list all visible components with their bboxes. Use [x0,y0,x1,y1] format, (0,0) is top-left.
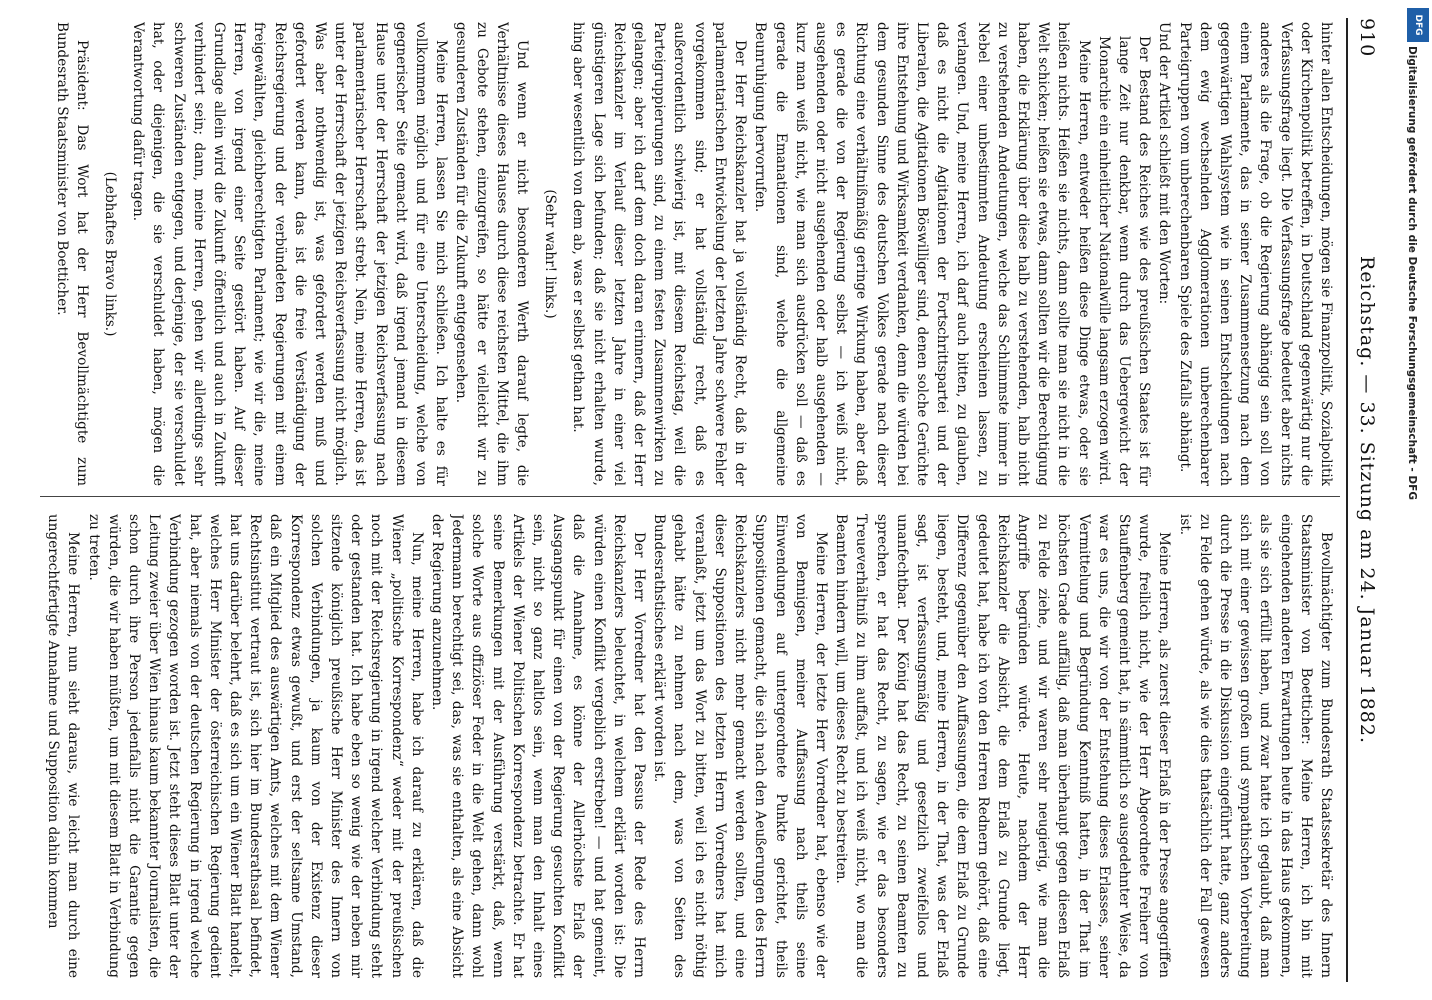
paragraph: Der Bestand des Reiches wie des preußischen Staates ist für lange Zeit nur denkbar, wenn durch das Uebergewicht der Monarchie ein einheitlicher Nationalwille langsam erzogen wird. [1095,36,1153,486]
paragraph: Präsident: Das Wort hat der Herr Bevollmächtigte zum Bundesrath Staatsminister von Boetticher. [53,22,90,486]
page-header [1344,18,1384,982]
paragraph: Meine Herren, als zuerst dieser Erlaß in der Presse angegriffen wurde, freilich nicht, wie der Herr Abgeordnete Freiherr von Stauffenberg gemeint hat, in sämmtlich so ausgedehnter Weise, da war es uns, die wir von der Entstehung dieses Erlasses, seiner Vermittelung und Begründung Kenntniß hatten, in der That im höchsten Grade auffällig, daß man überhaupt gegen diesen Erlaß zu Felde ziehe, und wir waren sehr neugierig, wie man die Angriffe begründen würde. Heute, nachdem der Herr Reichskanzler die Absicht, die dem Erlaß zu Grunde liegt, gedeutet hat, habe ich von den Herren Rednern gehört, daß eine Differenz gegenüber den Auffassungen, die dem Erlaß zu Grunde liegen, besteht, und, meine Herren, in der That, was der Erlaß sagt, ist verfassungsmäßig und gesetzlich zweifellos und unanfechtbar. Der König hat das Recht, zu seinen Beamten zu sprechen, er hat das Recht, zu sagen, wie er das besonders Treueverhältniß zu ihm auffaßt, und ich weiß nicht, wo man die Beamten hindern will, um dieses Recht zu bestreiten. [833,514,1173,978]
paragraph: Der Herr Vorredner hat den Passus der Rede des Herrn Reichskanzlers beleuchtet, in welchem erklärt worden ist: Die würden einen Konflikt vergeblich erstreben! — und hat gemeint, daß die Annahme, es könne der Allerhöchste Erlaß der Ausgangspunkt für einen von der Regierung gesuchten Konflikt sein, nicht so ganz haltlos sein, wenn man den Inhalt eines Artikels der Wiener Politischen Korrespondenz betrachte. Er hat seine Bemerkungen mit der Ausführung verstärkt, daß, wenn solche Worte aus offiziöser Feder in die Welt gehen, dann wohl Jedermann berechtigt sei, das, was sie enthalten, als eine Absicht der Regierung anzunehmen. [429,514,648,978]
running-title: Reichstag. — 33. Sitzung am 24. Januar 1882. [1356,255,1378,745]
dfg-logo: DFG [1407,8,1429,42]
paragraph: (Sehr wahr! links.) [542,189,559,319]
paragraph: Meine Herren, entweder heißen diese Dinge etwas, oder sie heißen nichts. Heißen sie nichts, dann sollte man sie nicht in die Welt schicken; heißen sie etwas, dann sollten wir die Berechtigung haben, die Erklärung über diese halb zu verstehenden, halb nicht zu verstehenden Andeutungen, welche das Schlimmste immer in Nebel einer unbestimmten Andeutung erscheinen lassen, zu verlangen. Und, meine Herren, ich darf auch bitten, zu glauben, daß es nicht die Agitationen der Fortschrittspartei und der Liberalen, die Agitationen Böswilliger sind, denen solche Gerüchte ihre Entstehung und Wirksamkeit verdanken, denn die würden bei dem gesunden Sinne des deutschen Volkes gerade nach dieser Richtung eine verhältnißmäßig geringe Wirkung haben, aber daß es gerade die von der Regierung selbst — ich weiß nicht, ausgehenden oder nicht ausgehenden oder halb ausgehenden — kurz man weiß nicht, wie man sich ausdrücken soll — daß es gerade die Emanationen sind, welche die allgemeine Beunruhigung hervorrufen. [752,22,1092,486]
paragraph: Und der Artikel schließt mit den Worten: [1156,22,1173,305]
paragraph: (Lebhaftes Bravo links.) [102,171,119,337]
paragraph: Meine Herren, der letzte Herr Vorredner hat, ebenso wie der von Bennigsen, meiner Auffassung nach theils seine Einwendungen auf untergeordnete Punkte gerichtet, theils Suppositionen gemacht, die sich nach den Aeußerungen des Herrn Reichskanzlers nicht mehr gemacht werden sollten, und eine dieser Suppositionen des letzten Herrn Vorredners hat mich veranlaßt, jetzt um das Wort zu bitten, weil ich es nicht nöthig gehabt hätte zu nehmen nach dem, was von Seiten des Bundesrathstisches erklärt worden ist. [651,514,829,978]
column-divider [40,496,1340,497]
paragraph: hinter allen Entscheidungen, mögen sie Finanzpolitik, Sozialpolitik oder Kirchenpolitik betreffen, in Deutschland gegenwärtig nur die Verfassungsfrage liegt. Die Verfassungsfrage bedeutet aber nichts anderes als die Frage, ob die Regierung abhängig sein soll von einem Parlamente, das in seiner Zusammensetzung nach dem gegenwärtigen Wahlsystem wie in seinen Entscheidungen nach dem ewig wechselnden Agglomerationen unberechenbarer Parteigruppen vom unberechenbaren Spiele des Zufalls abhängt. [1176,22,1334,486]
right-column [36,514,1336,978]
dfg-credit-text: Digitalisierung gefördert durch die Deutsche Forschungsgemeinschaft - DFG [1406,46,1418,500]
paragraph: Nun, meine Herren, habe ich darauf zu erklären, daß die Wiener „politische Korrespondenz“ weder mit der preußischen noch mit der Reichsregierung in irgend welcher Verbindung steht oder gestanden hat. Ich habe eben so wenig wie der neben mir sitzende königlich preußische Herr Minister des Innern von solchen Verbindungen, ja kaum von der Existenz dieser Korrespondenz etwas gewußt, und erst der seltsame Umstand, daß ein Mitglied des auswärtigen Amts, welches mit dem Wiener Rechtsinstitut vertraut ist, sich hier im Bundesrathsaal befindet, hat uns darüber belehrt, daß es sich um ein Wiener Blatt handelt, welches Herr Minister der österreichischen Regierung gedient hat, aber niemals von der deutschen Regierung in irgend welche Verbindung gezogen worden ist. Jetzt steht dieses Blatt unter der Leitung zweier über Wien hinaus kaum bekannter Journalisten, die schon durch ihre Person jedenfalls nicht die Garantie gegen würden, die wir haben müßten, um mit diesem Blatt in Verbindung zu treten. [85,514,425,978]
paragraph: Bevollmächtigter zum Bundesrath Staatssekretär des Innern Staatsminister von Boetticher: Meine Herren, ich bin mit eingehenden anderen Erwartungen heute in das Haus gekommen, als sie sich erfüllt haben, und zwar hatte ich geglaubt, daß man sich mit einer gewissen großen und sympathischen Vorbereitung durch die Presse in die Diskussion eingeführt hatte, ganz anders zu Felde gehen würde, als wie dies thatsächlich der Fall gewesen ist. [1176,514,1334,978]
page-number: 910 [1356,18,1378,58]
paragraph: Der Herr Reichskanzler hat ja vollständig Recht, daß in der parlamentarischen Entwickelung der letzten Jahre schwere Fehler vorgekommen sind; er hat vollständig recht, daß es außerordentlich schwierig ist, mit diesem Reichstag, weil die Parteigruppierungen sind, zu einem festen Zusammenwirken zu gelangen; aber ich darf dem doch daran erinnern, daß der Herr Reichskanzler im Verlauf dieser letzten Jahre in einer viel günstigeren Lage sich befunden; daß sie nicht erhalten wurde, hing aber wesentlich von dem ab, was er selbst gethan hat. [570,22,749,486]
paragraph: Und wenn er nicht besonderen Werth darauf legte, die Verhältnisse dieses Hauses durch diese reichsten Mittel, die ihm zu Gebote stehen, einzugreifen, so hätte er vielleicht wir zu gesunderen Zuständen für die Zukunft entgegensehen. [453,22,531,486]
header-rule [1346,18,1348,982]
dfg-side-strip [1404,0,1432,1000]
paragraph: Meine Herren, nun sieht daraus, wie leicht man durch eine ungerechtfertigte Annahme und Supposition dahin kommen [45,514,82,978]
paragraph: Meine Herren, lassen Sie mich schließen. Ich halte es für vollkommen möglich und für eine Unterscheidung, welche von gegnerischer Seite gemacht wird, daß irgend jemand in diesem Hause unter der Herrschaft der jetzigen Reichsverfassung nach parlamentarischer Herrschaft strebt. Nein, meine Herren, das ist unter der Herrschaft der jetzigen Reichsverfassung nicht möglich. Was aber nothwendig ist, was gefordert werden muß und gefordert werden kann, das ist die freie Verständigung der Reichsregierung und der verbündeten Regierungen mit einem freigewählten, gleichberechtigten Parlament; wie wir die, meine Herren, von irgend einer Seite gestört haben. Auf dieser Grundlage allein wird die Zukunft öffentlich und auch in Zukunft verhindert sein; dann, meine Herren, gehen wir allerdings sehr schweren Zuständen entgegen, und derjenige, der sie verschuldet hat, oder diejenigen, die sie verschuldet haben, mögen die Verantwortung dafür tragen. [130,22,450,486]
left-column [36,22,1336,486]
